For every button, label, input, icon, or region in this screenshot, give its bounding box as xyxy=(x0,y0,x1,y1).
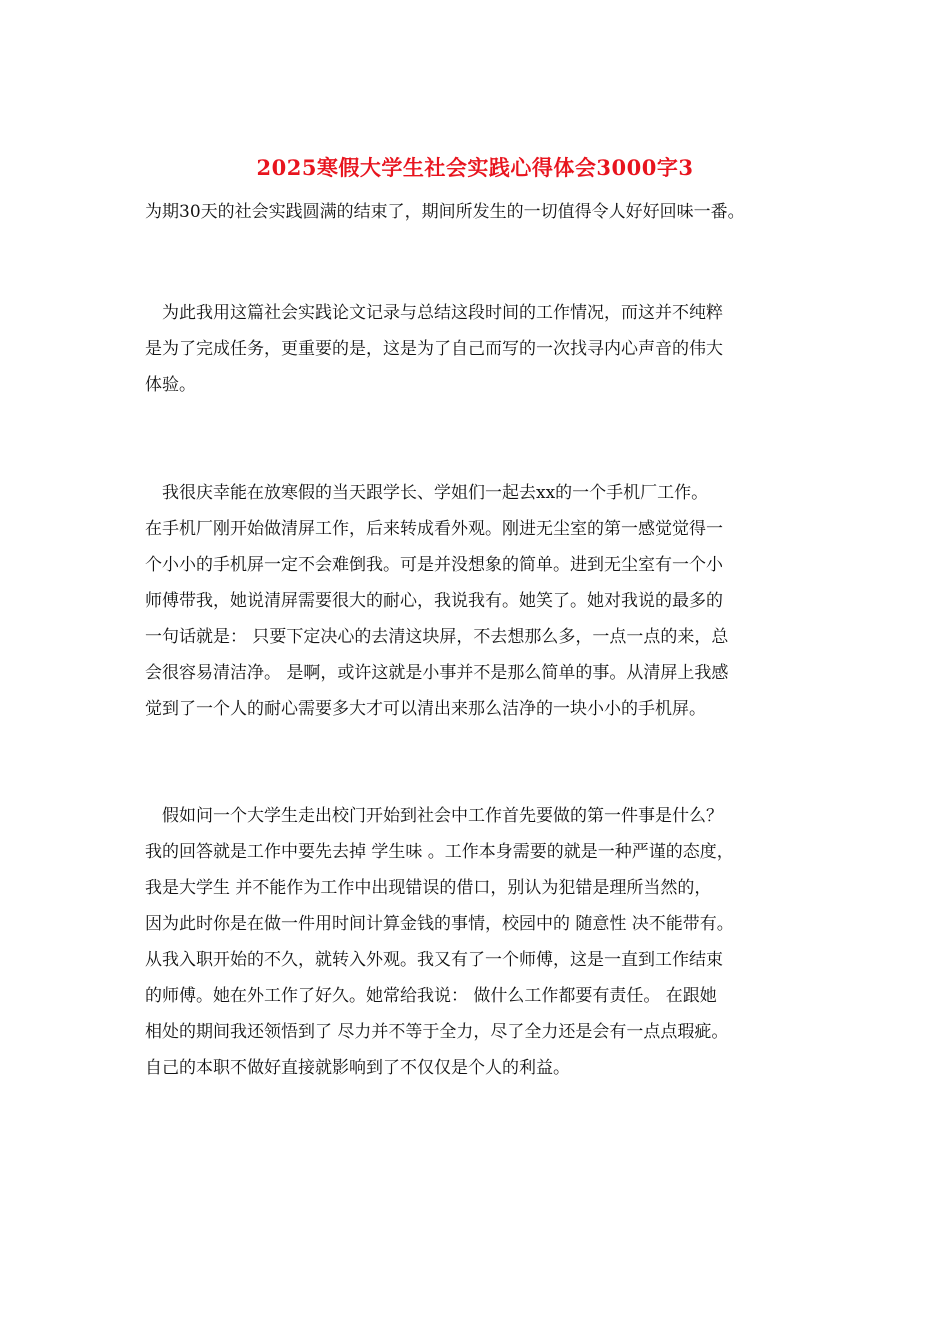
paragraph-line: 自己的本职不做好直接就影响到了不仅仅是个人的利益。 xyxy=(145,1058,570,1078)
paragraph-line: 一句话就是： 只要下定决心的去清这块屏，不去想那么多，一点一点的来，总 xyxy=(145,627,729,647)
paragraph-line: 我是大学生 并不能作为工作中出现错误的借口，别认为犯错是理所当然的， xyxy=(145,878,712,898)
document-title: 2025寒假大学生社会实践心得体会3000字3 xyxy=(256,155,694,180)
paragraph-line: 在手机厂刚开始做清屏工作，后来转成看外观。刚进无尘室的第一感觉觉得一 xyxy=(145,519,723,539)
paragraph-line: 会很容易清洁净。 是啊，或许这就是小事并不是那么简单的事。从清屏上我感 xyxy=(145,663,729,683)
paragraph-3 xyxy=(145,798,810,1086)
intro-paragraph: 为期30天的社会实践圆满的结束了，期间所发生的一切值得令人好好回味一番。 xyxy=(145,202,745,222)
paragraph-2 xyxy=(145,475,810,727)
paragraph-line: 因为此时你是在做一件用时间计算金钱的事情，校园中的 随意性 决不能带有。 xyxy=(145,914,734,934)
paragraph-line: 师傅带我，她说清屏需要很大的耐心，我说我有。她笑了。她对我说的最多的 xyxy=(145,591,723,611)
paragraph-line: 个小小的手机屏一定不会难倒我。可是并没想象的简单。进到无尘室有一个小 xyxy=(145,555,723,575)
paragraph-line: 我的回答就是工作中要先去掉 学生味 。工作本身需要的就是一种严谨的态度， xyxy=(145,842,734,862)
paragraph-line: 我很庆幸能在放寒假的当天跟学长、学姐们一起去xx的一个手机厂工作。 xyxy=(145,483,709,503)
paragraph-line: 的师傅。她在外工作了好久。她常给我说： 做什么工作都要有责任。 在跟她 xyxy=(145,986,717,1006)
paragraph-line: 从我入职开始的不久，就转入外观。我又有了一个师傅，这是一直到工作结束 xyxy=(145,950,723,970)
paragraph-line: 是为了完成任务，更重要的是，这是为了自己而写的一次找寻内心声音的伟大 xyxy=(145,339,723,359)
paragraph-line: 相处的期间我还领悟到了 尽力并不等于全力，尽了全力还是会有一点点瑕疵。 xyxy=(145,1022,729,1042)
paragraph-line: 假如问一个大学生走出校门开始到社会中工作首先要做的第一件事是什么？ xyxy=(145,806,723,826)
paragraph-line: 觉到了一个人的耐心需要多大才可以清出来那么洁净的一块小小的手机屏。 xyxy=(145,699,706,719)
paragraph-1 xyxy=(145,295,810,403)
paragraph-line: 体验。 xyxy=(145,375,196,395)
paragraph-line: 为此我用这篇社会实践论文记录与总结这段时间的工作情况，而这并不纯粹 xyxy=(145,303,723,323)
